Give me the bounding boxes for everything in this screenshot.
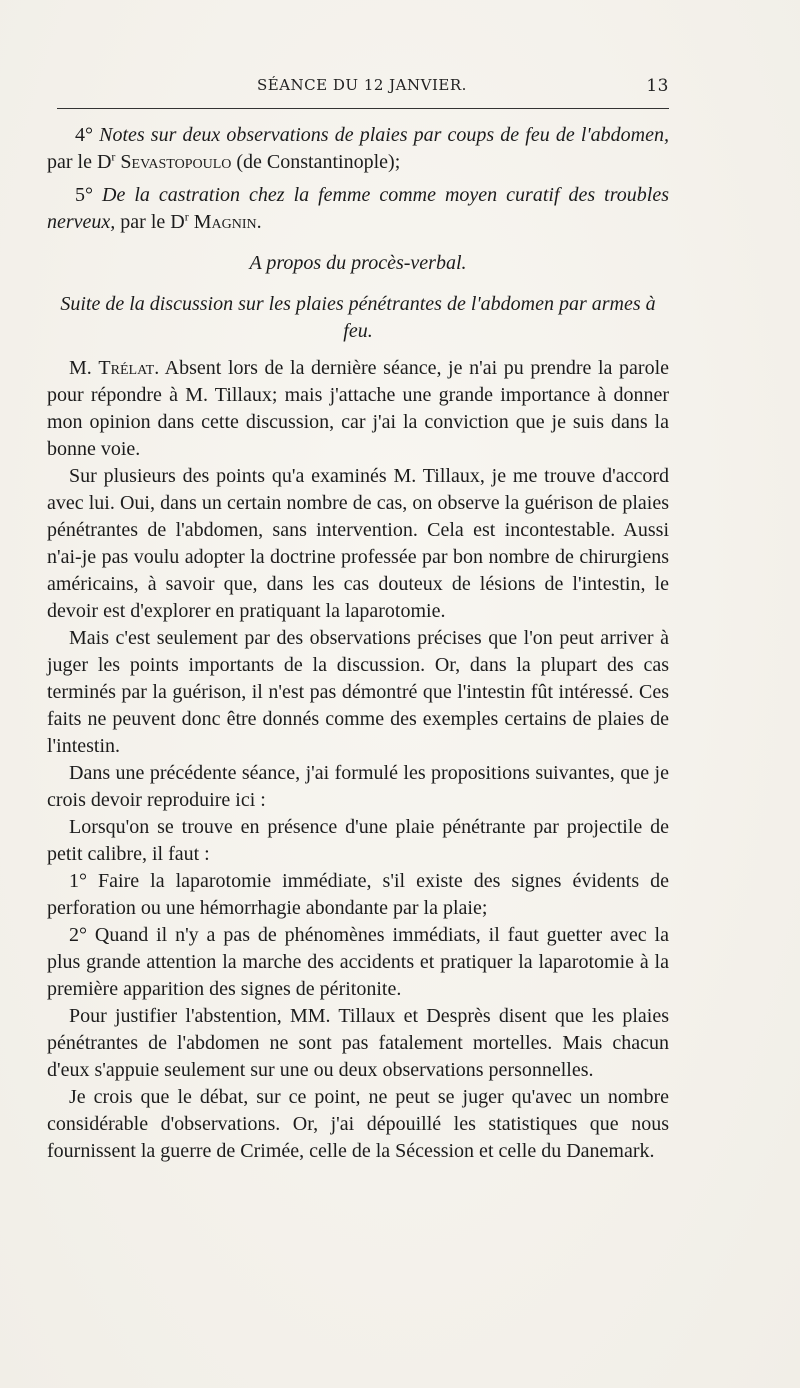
- speaker-paragraph: [47, 355, 669, 463]
- list-item-4: [47, 122, 669, 176]
- item-4-title: Notes sur deux observations de plaies par coups de feu de l'abdomen,: [99, 124, 670, 146]
- paragraph: Sur plusieurs des points qu'a examinés M. Tillaux, je me trouve d'accord avec lui. Oui, dans un certain nombre de cas, on observe la guérison de plaies pénétrantes de l'abdomen, sans intervention. Cela est incontestable. Aussi n'ai-je pas voulu adopter la doctrine professée par bon nombre de chirurgiens américains, à savoir que, dans les cas douteux de lésions de l'intestin, le devoir est d'explorer en pratiquant la laparotomie.: [47, 465, 669, 622]
- item-5-by: par le D: [120, 211, 185, 233]
- item-4-sup: r: [111, 149, 116, 164]
- page-number: 13: [646, 76, 669, 96]
- item-4-author: Sevastopoulo: [120, 151, 232, 173]
- section-title: A propos du procès-verbal.: [249, 252, 467, 274]
- proposition-1: 1° Faire la laparotomie immédiate, s'il existe des signes évidents de perforation ou une hémorrhagie abondante par la plaie;: [47, 870, 669, 919]
- section-subtitle: Suite de la discussion sur les plaies pénétrantes de l'abdomen par armes à feu.: [60, 293, 656, 342]
- item-4-tail: (de Constantinople);: [236, 151, 401, 173]
- list-item-5: [47, 182, 669, 236]
- item-5-number: 5°: [75, 184, 93, 206]
- paragraph: Je crois que le débat, sur ce point, ne peut se juger qu'avec un nombre considérable d'observations. Or, j'ai dépouillé les statistiques que nous fournissent la guerre de Crimée, celle de la Sécession et celle du Danemark.: [47, 1086, 669, 1162]
- paragraph: Lorsqu'on se trouve en présence d'une plaie pénétrante par projectile de petit calibre, il faut :: [47, 816, 669, 865]
- item-5-author: Magnin: [193, 211, 257, 233]
- header-rule: [57, 108, 669, 109]
- item-4-by: par le D: [47, 151, 112, 173]
- running-title: SÉANCE DU 12 JANVIER.: [257, 76, 467, 94]
- proposition-2: 2° Quand il n'y a pas de phénomènes immédiats, il faut guetter avec la plus grande attention la marche des accidents et pratiquer la laparotomie à la première apparition des signes de péritonite.: [47, 924, 669, 1000]
- item-5-tail: .: [256, 211, 262, 233]
- speaker-name: Trélat: [98, 357, 155, 379]
- page-body: [47, 122, 669, 1165]
- paragraph: Pour justifier l'abstention, MM. Tillaux et Desprès disent que les plaies pénétrantes de l'abdomen ne sont pas fatalement mortelles. Mais chacun d'eux s'appuie seulement sur une ou deux observations personnelles.: [47, 1005, 669, 1081]
- item-4-number: 4°: [75, 124, 93, 146]
- speaker-text: . Absent lors de la dernière séance, je n'ai pu prendre la parole pour répondre à M. Tillaux; mais j'attache une grande importance à donner mon opinion dans cette discussion, car j'ai la conviction que je suis dans la bonne voie.: [47, 357, 669, 460]
- speaker-prefix: M.: [69, 357, 92, 379]
- item-5-title: De la castration chez la femme comme moyen curatif des troubles nerveux,: [47, 184, 669, 233]
- page-header: [57, 76, 669, 98]
- paragraph: Dans une précédente séance, j'ai formulé les propositions suivantes, que je crois devoir reproduire ici :: [47, 762, 669, 811]
- paragraph: Mais c'est seulement par des observations précises que l'on peut arriver à juger les points importants de la discussion. Or, dans la plupart des cas terminés par la guérison, il n'est pas démontré que l'intestin fût intéressé. Ces faits ne peuvent donc être donnés comme des exemples certains de plaies de l'intestin.: [47, 627, 669, 757]
- item-5-sup: r: [184, 209, 189, 224]
